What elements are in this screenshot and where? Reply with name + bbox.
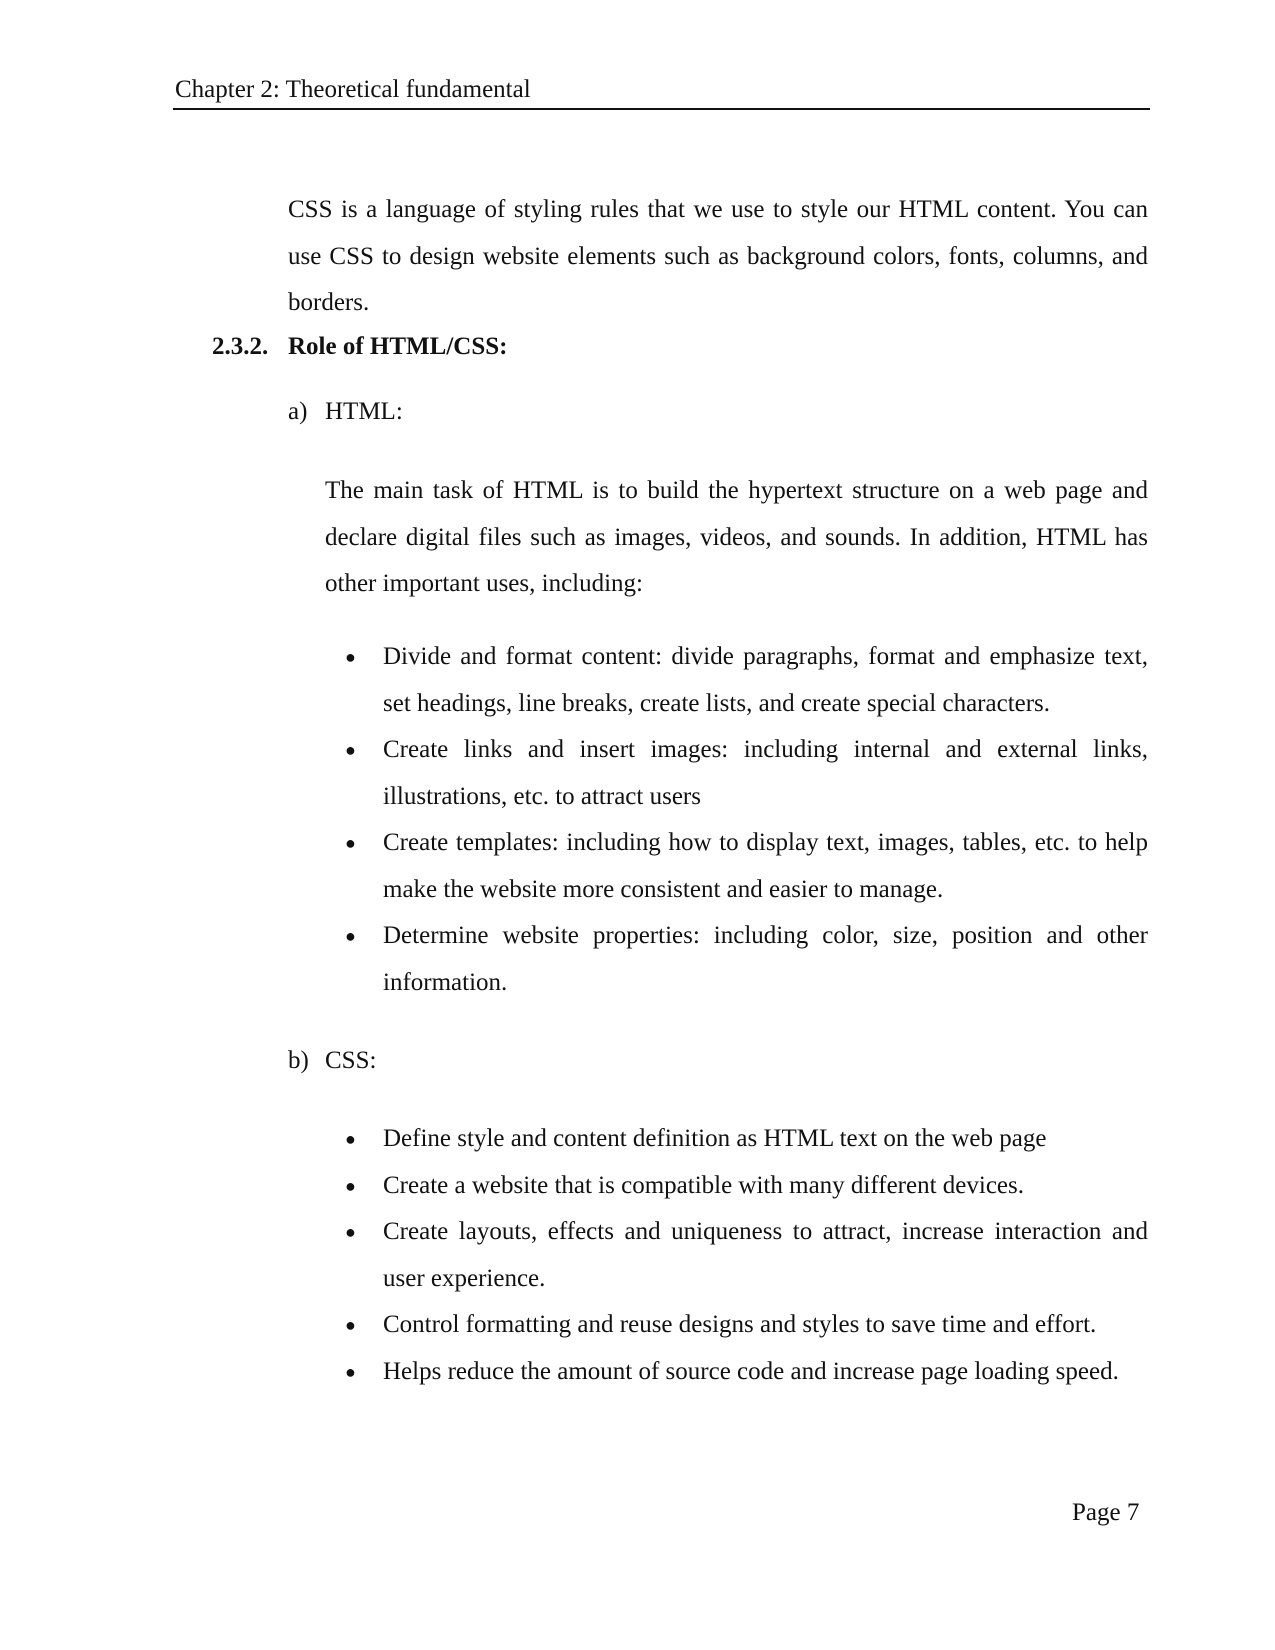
- section-title: Role of HTML/CSS:: [288, 333, 508, 360]
- section-number: 2.3.2.: [212, 333, 269, 360]
- list-item-text: Create links and insert images: including internal and external links, illustrations, etc. to attract users: [383, 736, 1148, 810]
- page-number: Page 7: [1072, 1499, 1140, 1526]
- list-item-text: Define style and content definition as HTML text on the web page: [383, 1125, 1047, 1152]
- list-item-text: Create templates: including how to display text, images, tables, etc. to help make the website more consistent and easier to manage.: [383, 829, 1148, 903]
- html-description: The main task of HTML is to build the hypertext structure on a web page and declare digital files such as images, videos, and sounds. In addition, HTML has other important uses, including:: [325, 477, 1148, 597]
- list-item: [345, 727, 1148, 820]
- subsection-title: HTML:: [325, 398, 403, 425]
- bullet-icon: ●: [345, 740, 356, 760]
- bullet-icon: ●: [345, 926, 356, 946]
- list-item: [345, 1349, 1148, 1396]
- list-item-text: Create a website that is compatible with many different devices.: [383, 1171, 1024, 1199]
- subsection-css-heading: [288, 1043, 376, 1079]
- list-item-text: Divide and format content: divide paragraphs, format and emphasize text, set headings, line breaks, create lists, and create special characters.: [383, 643, 1148, 717]
- list-item: [345, 913, 1148, 1006]
- bullet-icon: ●: [345, 647, 356, 667]
- html-uses-list: [345, 634, 1148, 1006]
- list-item: [345, 1209, 1148, 1302]
- list-item-text: Create layouts, effects and uniqueness to attract, increase interaction and user experience.: [383, 1218, 1148, 1292]
- list-item-text: Determine website properties: including color, size, position and other information.: [383, 922, 1148, 996]
- bullet-icon: ●: [345, 1361, 356, 1382]
- intro-paragraph: CSS is a language of styling rules that we use to style our HTML content. You can use CSS to design website elements such as background colors, fonts, columns, and borders.: [288, 196, 1148, 316]
- bullet-icon: ●: [345, 1129, 356, 1149]
- subsection-title: CSS:: [325, 1047, 377, 1074]
- bullet-icon: ●: [345, 1175, 356, 1196]
- subsection-label: b): [288, 1047, 309, 1074]
- list-item: [345, 820, 1148, 913]
- list-item: [345, 634, 1148, 727]
- section-heading: [212, 329, 507, 365]
- list-item: [345, 1163, 1148, 1210]
- list-item: [345, 1302, 1148, 1349]
- bullet-icon: ●: [345, 1315, 356, 1335]
- page-header: [173, 76, 1150, 110]
- list-item-text: Control formatting and reuse designs and styles to save time and effort.: [383, 1311, 1097, 1338]
- subsection-label: a): [288, 398, 308, 425]
- list-item: [345, 1116, 1148, 1163]
- bullet-icon: ●: [345, 1222, 356, 1242]
- subsection-html-heading: [288, 394, 403, 430]
- bullet-icon: ●: [345, 833, 356, 853]
- css-uses-list: [345, 1116, 1148, 1395]
- chapter-title: Chapter 2: Theoretical fundamental: [175, 76, 531, 103]
- list-item-text: Helps reduce the amount of source code and increase page loading speed.: [383, 1357, 1119, 1385]
